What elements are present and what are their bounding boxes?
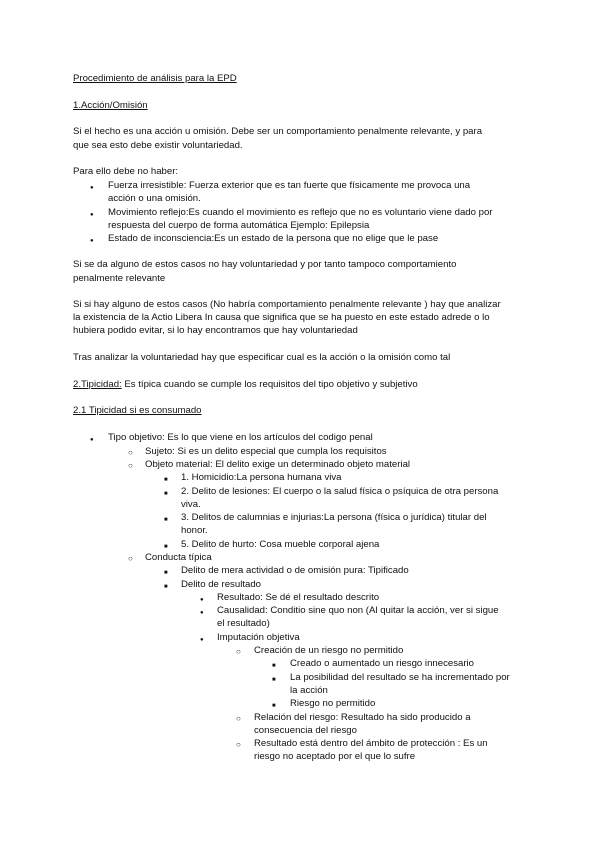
document-title: Procedimiento de análisis para la EPD	[73, 73, 237, 84]
relacion-riesgo-continuation: consecuencia del riesgo	[254, 725, 357, 736]
bullet-square-icon	[164, 579, 168, 593]
bullet-square-icon	[272, 672, 276, 686]
section-2-1-heading: 2.1 Tipicidad si es consumado	[73, 405, 202, 416]
bullet-dot-icon	[90, 207, 94, 221]
bullet-circle-icon	[236, 645, 241, 658]
bullet-dot-icon	[200, 592, 204, 606]
bullet-dot-icon	[200, 605, 204, 619]
conducta-tipica: Conducta típica	[145, 552, 212, 563]
paragraph-4-line-3: hubiera podido evitar, si lo hay encontramos que hay voluntariedad	[73, 325, 358, 336]
riesgo-item: Creado o aumentado un riesgo innecesario	[290, 658, 475, 669]
section-1-heading: 1.Acción/Omisión	[73, 100, 148, 111]
objeto-item: 1. Homicidio:La persona humana viva	[181, 472, 342, 483]
bullet-circle-icon	[236, 738, 241, 751]
bullet-dot-icon	[90, 432, 94, 446]
section-2-text: Es típica cuando se cumple los requisitos del tipo objetivo y subjetivo	[121, 379, 418, 390]
delito-resultado: Delito de resultado	[181, 579, 261, 590]
mera-actividad: Delito de mera actividad o de omisión pura: Tipificado	[181, 565, 409, 576]
relacion-riesgo: Relación del riesgo: Resultado ha sido producido a	[254, 712, 471, 723]
objeto-item: 2. Delito de lesiones: El cuerpo o la salud física o psíquica de otra persona	[181, 486, 499, 497]
list-item-continuation: respuesta del cuerpo de forma automática Ejemplo: Epilepsia	[108, 220, 370, 231]
bullet-dot-icon	[200, 632, 204, 646]
paragraph-5: Tras analizar la voluntariedad hay que especificar cual es la acción o la omisión como tal	[73, 352, 451, 363]
bullet-circle-icon	[128, 446, 133, 459]
paragraph-2: Para ello debe no haber:	[73, 166, 179, 177]
list-item: Fuerza irresistible: Fuerza exterior que es tan fuerte que físicamente me provoca una	[108, 180, 471, 191]
riesgo-item-continuation: la acción	[290, 685, 328, 696]
bullet-square-icon	[272, 658, 276, 672]
causalidad: Causalidad: Conditio sine quo non (Al quitar la acción, ver si sigue	[217, 605, 499, 616]
bullet-square-icon	[164, 486, 168, 500]
sujeto: Sujeto: Si es un delito especial que cumpla los requisitos	[145, 446, 387, 457]
imputacion-objetiva: Imputación objetiva	[217, 632, 300, 643]
objeto-item: 3. Delitos de calumnias e injurias:La persona (física o jurídica) titular del	[181, 512, 487, 523]
bullet-square-icon	[164, 512, 168, 526]
paragraph-1-line-2: que sea esto debe existir voluntariedad.	[73, 140, 243, 151]
bullet-dot-icon	[90, 233, 94, 247]
objeto-item-continuation: viva.	[181, 499, 201, 510]
riesgo-item: Riesgo no permitido	[290, 698, 376, 709]
list-item-continuation: acción o una omisión.	[108, 193, 201, 204]
objeto-material: Objeto material: El delito exige un determinado objeto material	[145, 459, 411, 470]
resultado: Resultado: Se dé el resultado descrito	[217, 592, 380, 603]
list-item: Movimiento reflejo:Es cuando el movimiento es reflejo que no es voluntario viene dado por	[108, 207, 493, 218]
bullet-circle-icon	[128, 552, 133, 565]
bullet-circle-icon	[128, 459, 133, 472]
bullet-dot-icon	[90, 180, 94, 194]
bullet-square-icon	[164, 539, 168, 553]
ambito-proteccion: Resultado está dentro del ámbito de protección : Es un	[254, 738, 488, 749]
bullet-square-icon	[272, 698, 276, 712]
paragraph-1-line-1: Si el hecho es una acción u omisión. Debe ser un comportamiento penalmente relevante, y para	[73, 126, 483, 137]
paragraph-4-line-1: Si si hay alguno de estos casos (No habría comportamiento penalmente relevante ) hay que analizar	[73, 299, 501, 310]
section-2-line	[73, 379, 418, 391]
bullet-square-icon	[164, 472, 168, 486]
causalidad-continuation: el resultado)	[217, 618, 270, 629]
creacion-riesgo: Creación de un riesgo no permitido	[254, 645, 404, 656]
tipo-objetivo: Tipo objetivo: Es lo que viene en los artículos del codigo penal	[108, 432, 373, 443]
list-item: Estado de inconsciencia:Es un estado de la persona que no elige que le pase	[108, 233, 439, 244]
objeto-item-continuation: honor.	[181, 525, 208, 536]
objeto-item: 5. Delito de hurto: Cosa mueble corporal ajena	[181, 539, 380, 550]
ambito-proteccion-continuation: riesgo no aceptado por el que lo sufre	[254, 751, 416, 762]
bullet-square-icon	[164, 565, 168, 579]
bullet-circle-icon	[236, 712, 241, 725]
riesgo-item: La posibilidad del resultado se ha incrementado por	[290, 672, 510, 683]
paragraph-3-line-1: Si se da alguno de estos casos no hay voluntariedad y por tanto tampoco comportamiento	[73, 259, 457, 270]
paragraph-4-line-2: la existencia de la Actio Libera In causa que significa que se ha puesto en este estado adrede o lo	[73, 312, 490, 323]
section-2-heading: 2.Tipicidad:	[73, 379, 122, 390]
paragraph-3-line-2: penalmente relevante	[73, 273, 166, 284]
